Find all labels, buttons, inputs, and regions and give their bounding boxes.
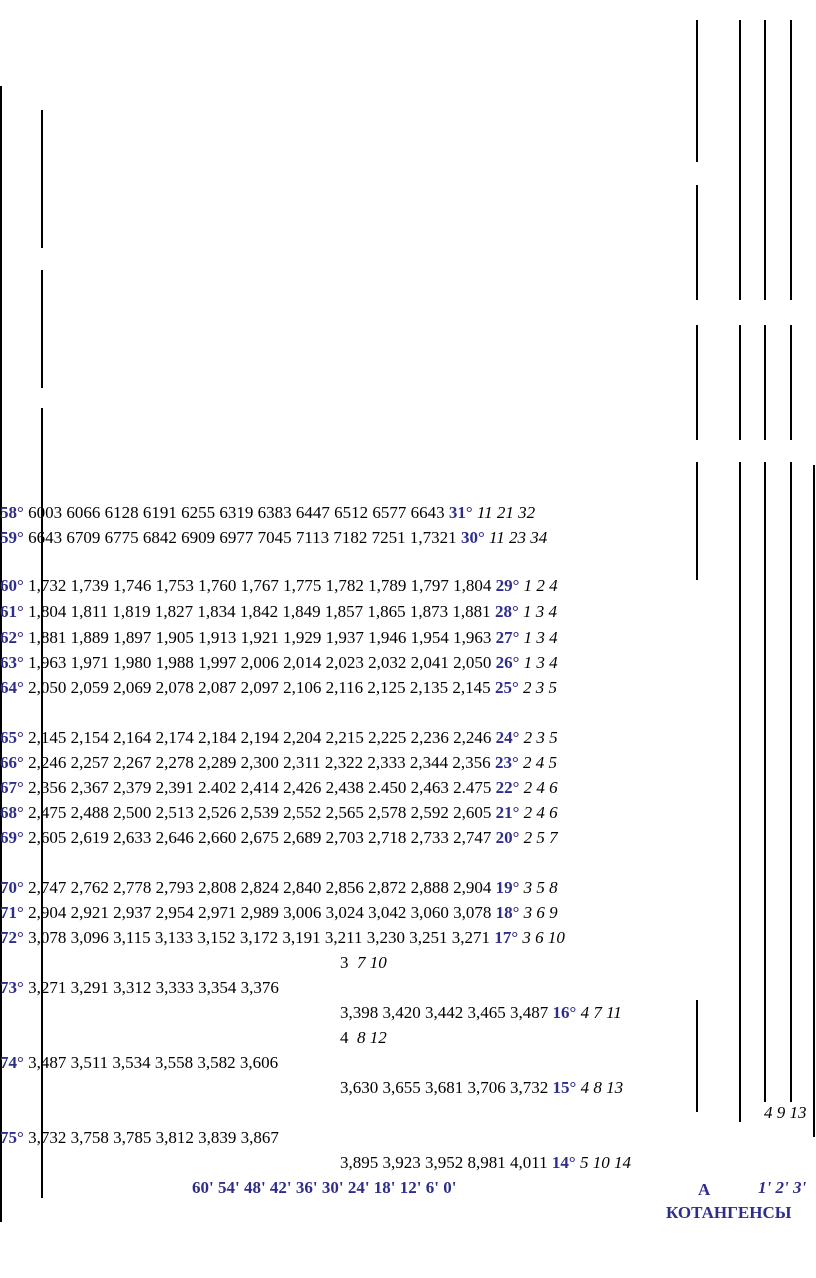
table-row [0,976,279,1000]
table-divider-right-b3 [739,462,741,1122]
table-divider-right-b1 [739,20,741,300]
angle-label: 64° [0,678,24,697]
row-values: 2,356 2,367 2,379 2,391 2.402 2,414 2,426 2,438 2.450 2,463 2.475 [28,778,492,797]
complement-angle-label: 20° [495,828,520,847]
correction-values: 11 23 34 [489,528,548,547]
row-values: 3,398 3,420 3,442 3,465 3,487 [340,1003,549,1022]
table-divider-right-a5 [696,1000,698,1112]
table-row-continuation [340,1076,623,1100]
angle-label: 69° [0,828,24,847]
row-values: 2,747 2,762 2,778 2,793 2,808 2,824 2,840 2,856 2,872 2,888 2,904 [28,878,492,897]
minutes-footer: 60' 54' 48' 42' 36' 30' 24' 18' 12' 6' 0' [192,1178,457,1197]
correction-values: 1 3 4 [523,653,558,672]
angle-label: 74° [0,1053,24,1072]
complement-angle-label: 18° [495,903,520,922]
complement-angle-label: 29° [495,576,520,595]
complement-angle-label: 21° [495,803,520,822]
table-row [0,626,558,650]
correction-carry [340,951,387,975]
correction-values: 2 5 7 [523,828,558,847]
table-row [0,574,558,598]
complement-angle-label: 15° [552,1078,577,1097]
correction-values: 5 10 14 [579,1153,631,1172]
correction-values: 2 3 5 [523,678,557,697]
table-row-continuation [340,1001,622,1025]
table-divider-right-c3 [764,462,766,1102]
complement-angle-label: 27° [495,628,520,647]
angle-label: 75° [0,1128,24,1147]
angle-label: 71° [0,903,24,922]
angle-label: 68° [0,803,24,822]
table-title: КОТАНГЕНСЫ [666,1203,792,1222]
footer-a-label: A [698,1180,711,1199]
complement-angle-label: 16° [552,1003,577,1022]
correction-values: 3 6 9 [523,903,558,922]
complement-angle-label: 28° [494,602,519,621]
correction-values: 2 4 6 [523,778,558,797]
table-divider-left-1 [41,110,43,248]
row-values: 6003 6066 6128 6191 6255 6319 6383 6447 6512 6577 6643 [28,503,445,522]
table-row [0,926,565,950]
table-divider-right-c1 [764,20,766,300]
correction-values: 3 6 10 [522,928,565,947]
row-values: 3,630 3,655 3,681 3,706 3,732 [340,1078,549,1097]
row-values: 3,895 3,923 3,952 8,981 4,011 [340,1153,548,1172]
table-divider-right-b2 [739,325,741,440]
table-row [0,676,557,700]
complement-angle-label: 30° [460,528,485,547]
table-divider-right-a2 [696,185,698,300]
row-values: 2,904 2,921 2,937 2,954 2,971 2,989 3,006 3,024 3,042 3,060 3,078 [28,903,492,922]
row-values: 6643 6709 6775 6842 6909 6977 7045 7113 7182 7251 1,7321 [28,528,457,547]
complement-angle-label: 14° [551,1153,576,1172]
table-row [0,1051,278,1075]
complement-angle-label: 25° [494,678,519,697]
row-values: 3,732 3,758 3,785 3,812 3,839 3,867 [28,1128,279,1147]
table-row [0,901,558,925]
correction-carry-b: 7 10 [357,953,387,972]
correction-values: 1 3 4 [523,602,557,621]
correction-values: 2 4 6 [523,803,558,822]
table-divider-right-d1 [790,20,792,300]
row-values: 2,246 2,257 2,267 2,278 2,289 2,300 2,311 2,322 2,333 2,344 2,356 [28,753,491,772]
table-row [0,1126,279,1150]
table-row [0,776,558,800]
table-divider-right-c2 [764,325,766,440]
angle-label: 63° [0,653,24,672]
complement-angle-label: 19° [495,878,520,897]
angle-label: 70° [0,878,24,897]
complement-angle-label: 24° [495,728,520,747]
row-values: 2,050 2,059 2,069 2,078 2,087 2,097 2,106 2,116 2,125 2,135 2,145 [28,678,491,697]
table-row [0,751,557,775]
correction-carry [340,1026,387,1050]
angle-label: 67° [0,778,24,797]
correction-carry: 4 9 13 [764,1103,807,1122]
angle-label: 73° [0,978,24,997]
table-row [0,801,558,825]
correction-values: 3 5 8 [523,878,558,897]
correction-values: 4 7 11 [580,1003,622,1022]
row-values: 1,804 1,811 1,819 1,827 1,834 1,842 1,849 1,857 1,865 1,873 1,881 [28,602,491,621]
angle-label: 61° [0,602,24,621]
table-row-continuation [340,1151,631,1175]
table-row [0,726,558,750]
correction-values: 4 8 13 [580,1078,624,1097]
row-values: 2,475 2,488 2,500 2,513 2,526 2,539 2,552 2,565 2,578 2,592 2,605 [28,803,492,822]
correction-carry-b: 8 12 [357,1028,387,1047]
correction-values: 1 3 4 [523,628,558,647]
complement-angle-label: 31° [448,503,473,522]
angle-label: 65° [0,728,24,747]
correction-carry-a: 4 [340,1028,349,1047]
table-divider-left-2 [41,270,43,388]
table-row [0,501,535,525]
complement-angle-label: 17° [494,928,519,947]
correction-carry-a: 3 [340,953,349,972]
correction-values: 1 2 4 [523,576,558,595]
angle-label: 66° [0,753,24,772]
table-divider-right-a4 [696,462,698,580]
table-divider-right-a1 [696,20,698,162]
row-values: 3,271 3,291 3,312 3,333 3,354 3,376 [28,978,279,997]
table-divider-right-d2 [790,325,792,440]
table-row [0,826,558,850]
complement-angle-label: 23° [494,753,519,772]
table-divider-right-d3 [790,462,792,1102]
correction-header: 1' 2' 3' [758,1178,807,1197]
angle-label: 58° [0,503,24,522]
row-values: 1,881 1,889 1,897 1,905 1,913 1,921 1,929 1,937 1,946 1,954 1,963 [28,628,492,647]
row-values: 2,145 2,154 2,164 2,174 2,184 2,194 2,204 2,215 2,225 2,236 2,246 [28,728,492,747]
complement-angle-label: 22° [495,778,520,797]
row-values: 1,732 1,739 1,746 1,753 1,760 1,767 1,775 1,782 1,789 1,797 1,804 [28,576,492,595]
complement-angle-label: 26° [495,653,520,672]
angle-label: 72° [0,928,24,947]
page-right-rule [813,465,815,1137]
table-row [0,526,547,550]
correction-values: 2 4 5 [523,753,557,772]
correction-values: 2 3 5 [523,728,558,747]
angle-label: 62° [0,628,24,647]
table-divider-right-a3 [696,325,698,440]
correction-values: 11 21 32 [476,503,536,522]
table-row [0,600,557,624]
row-values: 3,078 3,096 3,115 3,133 3,152 3,172 3,191 3,211 3,230 3,251 3,271 [28,928,491,947]
row-values: 1,963 1,971 1,980 1,988 1,997 2,006 2,014 2,023 2,032 2,041 2,050 [28,653,492,672]
angle-label: 59° [0,528,24,547]
table-row [0,876,558,900]
angle-label: 60° [0,576,24,595]
row-values: 3,487 3,511 3,534 3,558 3,582 3,606 [28,1053,279,1072]
row-values: 2,605 2,619 2,633 2,646 2,660 2,675 2,689 2,703 2,718 2,733 2,747 [28,828,492,847]
table-row [0,651,558,675]
